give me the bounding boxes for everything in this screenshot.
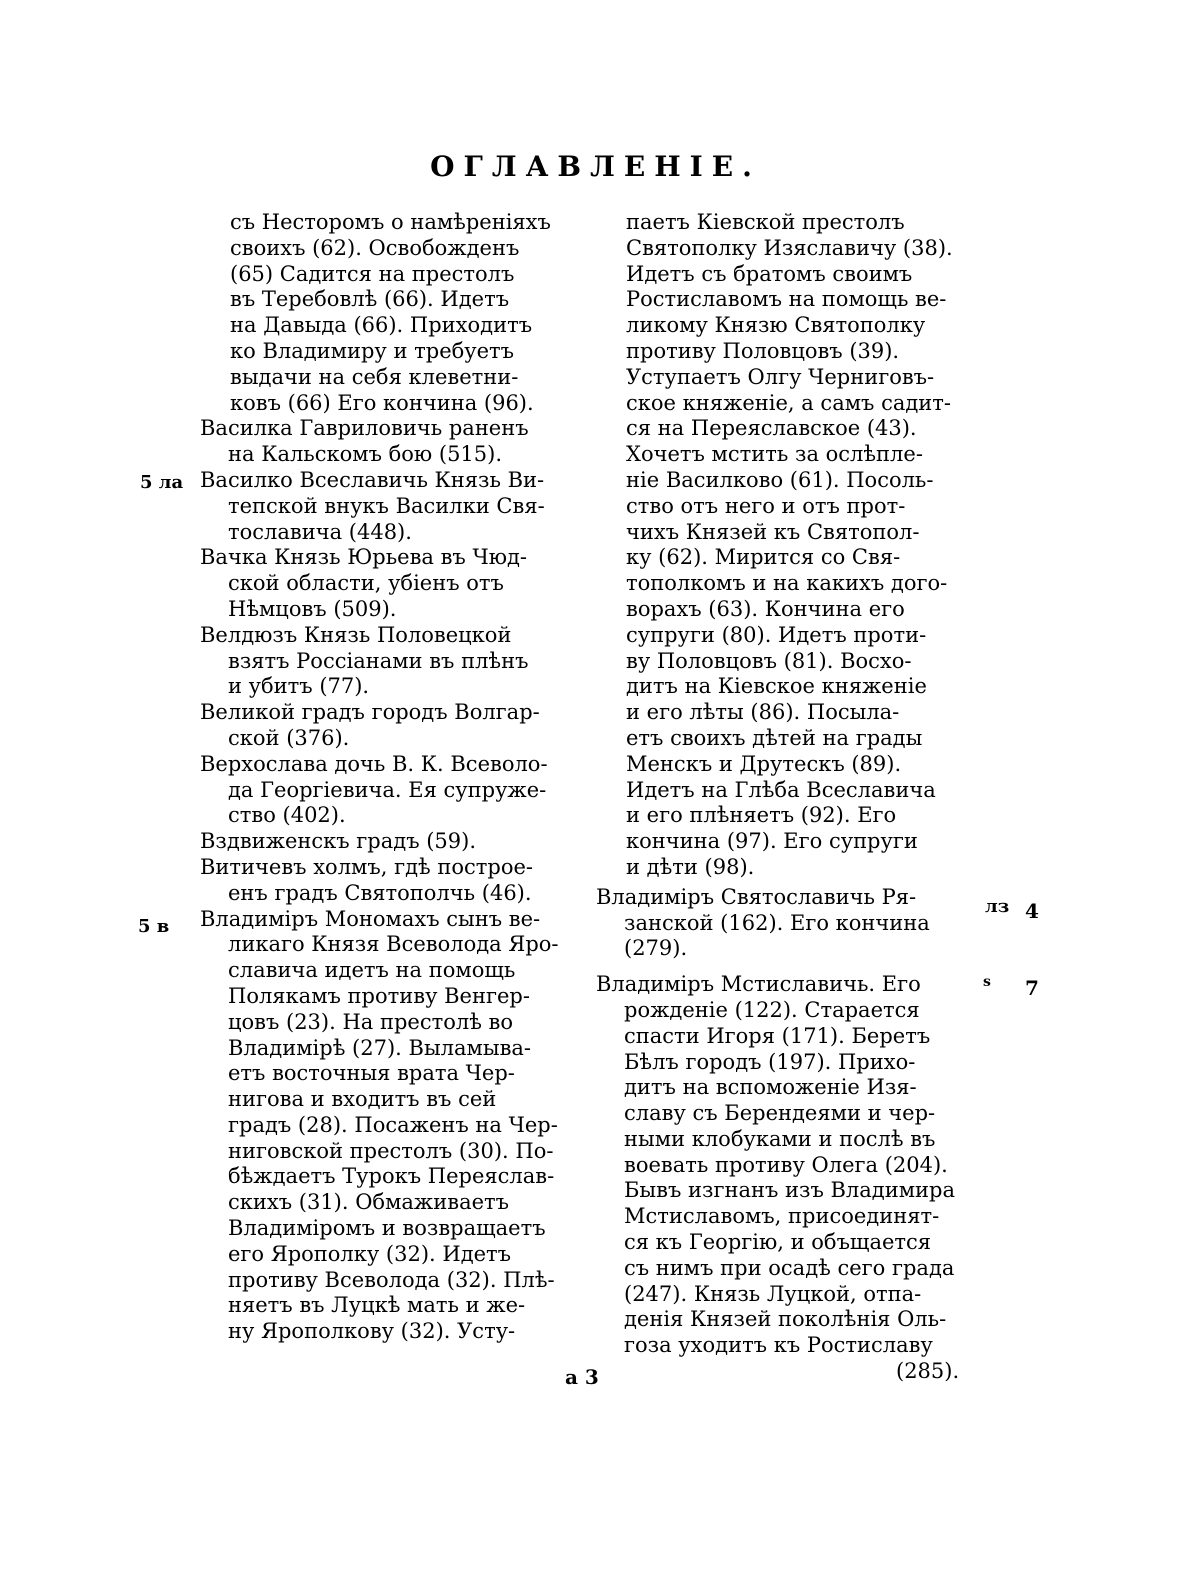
entry-line: ковъ (66) Его кончина (96). <box>230 390 534 415</box>
entry-line: Идетъ на Глѣба Всеславича <box>626 777 936 802</box>
margin-note: 5 в <box>138 916 170 937</box>
entry-line: Святополку Изяславичу (38). <box>626 235 953 260</box>
entry-line: Бѣлъ городъ (197). Прихо- <box>624 1049 916 1074</box>
entry-line: Владиміромъ и возвращаетъ <box>228 1216 546 1241</box>
entry-line: ское княженіе, а самъ садит- <box>626 390 952 415</box>
entry-line: тепской внукъ Василки Свя- <box>228 493 545 518</box>
entry-line: ликому Князю Святополку <box>626 313 926 338</box>
index-entry-veldyuz <box>200 623 570 700</box>
page-title: ОГЛАВЛЕНІЕ. <box>430 150 761 183</box>
entry-line: Владиміръ Мстиславичь. Его <box>596 972 921 997</box>
entry-line: няетъ въ Луцкѣ мать и же- <box>228 1293 526 1318</box>
entry-line: цовъ (23). На престолѣ во <box>228 1009 514 1034</box>
entry-line: славича идетъ на помощь <box>228 958 516 983</box>
entry-line: Витичевъ холмъ, гдѣ построе- <box>200 854 533 879</box>
entry-line: ворахъ (63). Кончина его <box>626 596 905 621</box>
entry-line: Великой градъ городъ Волгар- <box>200 700 540 725</box>
entry-line: тополкомъ и на какихъ дого- <box>626 571 948 596</box>
index-entry-verkhoslava <box>200 752 570 829</box>
index-entry-vladimir-svyatoslavich <box>596 885 984 962</box>
entry-line: Вачка Князь Юрьева въ Чюд- <box>200 545 527 570</box>
index-entry-vasilka-gavrilovich <box>200 416 570 468</box>
entry-line: Бывъ изгнанъ изъ Владимира <box>624 1178 956 1203</box>
index-entry-monomakh-cont <box>596 210 984 881</box>
entry-line: ну Ярополкову (32). Усту- <box>228 1319 516 1344</box>
entry-line: етъ восточныя врата Чер- <box>228 1061 515 1086</box>
entry-line: Владимірѣ (27). Выламыва- <box>228 1035 532 1060</box>
entry-line: ство (402). <box>228 803 346 828</box>
index-entry-vladimir-mstislavich <box>596 972 984 1385</box>
entry-line: ся къ Георгію, и объщается <box>624 1230 932 1255</box>
entry-line: и убитъ (77). <box>228 674 370 699</box>
entry-line: бѣждаетъ Турокъ Переяслав- <box>228 1164 555 1189</box>
entry-line: ство отъ него и отъ прот- <box>626 493 906 518</box>
entry-line: на Давыда (66). Приходитъ <box>230 313 533 338</box>
entry-line: Идетъ съ братомъ своимъ <box>626 261 913 286</box>
entry-line: ликаго Князя Всеволода Яро- <box>228 932 559 957</box>
index-entry-velikoi-grad <box>200 700 570 752</box>
entry-line: ными клобуками и послѣ въ <box>624 1126 936 1151</box>
entry-line: Верхослава дочь В. К. Всеволо- <box>200 751 548 776</box>
entry-line: Ростиславомъ на помощь ве- <box>626 287 947 312</box>
entry-line: и его лѣты (86). Посыла- <box>626 700 900 725</box>
entry-line: ской области, убіенъ отъ <box>228 571 504 596</box>
entry-line: Уступаетъ Олгу Черниговъ- <box>626 364 935 389</box>
entry-line: Владиміръ Мономахъ сынъ ве- <box>200 906 541 931</box>
margin-note: 5 ла <box>140 472 184 493</box>
entry-line: Василка Гавриловичь раненъ <box>200 416 529 441</box>
entry-line: и дѣти (98). <box>626 854 755 879</box>
entry-line: противу Половцовъ (39). <box>626 338 900 363</box>
entry-line: его Ярополку (32). Идетъ <box>228 1241 512 1266</box>
entry-line: да Георгіевича. Ея супруже- <box>228 777 547 802</box>
margin-note: лз <box>985 896 1010 917</box>
entry-line: спасти Игоря (171). Беретъ <box>624 1023 931 1048</box>
entry-line: Нѣмцовъ (509). <box>228 596 397 621</box>
margin-note: s <box>983 974 991 990</box>
entry-line: взятъ Россіанами въ плѣнъ <box>228 648 529 673</box>
entry-line: Вздвиженскъ градъ (59). <box>200 829 477 854</box>
entry-line: етъ своихъ дѣтей на грады <box>626 725 923 750</box>
entry-line: нигова и входитъ въ сей <box>228 1087 497 1112</box>
entry-line: дитъ на вспоможеніе Изя- <box>624 1075 917 1100</box>
entry-line: своихъ (62). Освобожденъ <box>230 235 520 260</box>
entry-line: выдачи на себя клеветни- <box>230 364 519 389</box>
signature-mark: а 3 <box>565 1365 599 1389</box>
entry-line: ся на Переяславское (43). <box>626 416 917 441</box>
index-entry-vasilko-cont <box>200 210 570 416</box>
entry-line: градъ (28). Посаженъ на Чер- <box>228 1112 558 1137</box>
entry-line: ніе Василково (61). Посоль- <box>626 467 934 492</box>
index-entry-vachka <box>200 545 570 622</box>
entry-line: ку (62). Мирится со Свя- <box>626 545 901 570</box>
entry-line: воевать противу Олега (204). <box>624 1152 948 1177</box>
entry-line: гоза уходитъ къ Ростиславу <box>624 1333 933 1358</box>
entry-line: (285). <box>896 1359 960 1384</box>
index-entry-vitichev <box>200 855 570 907</box>
entry-line: въ Теребовлѣ (66). Идетъ <box>230 287 510 312</box>
entry-line: Владиміръ Святославичь Ря- <box>596 884 917 909</box>
entry-line: Хочетъ мстить за ослѣпле- <box>626 442 923 467</box>
right-column <box>596 210 984 1385</box>
entry-line: денія Князей поколѣнія Оль- <box>624 1307 947 1332</box>
entry-line: ниговской престолъ (30). По- <box>228 1138 554 1163</box>
entry-line: рожденіе (122). Старается <box>624 997 920 1022</box>
entry-line: ву Половцовъ (81). Восхо- <box>626 648 912 673</box>
entry-line: Мстиславомъ, присоединят- <box>624 1204 940 1229</box>
entry-line: противу Всеволода (32). Плѣ- <box>228 1267 555 1292</box>
entry-line: съ нимъ при осадѣ сего града <box>624 1255 955 1280</box>
entry-line: съ Несторомъ о намѣреніяхъ <box>230 210 551 234</box>
entry-line: скихъ (31). Обмаживаетъ <box>228 1190 509 1215</box>
entry-line: дитъ на Кіевское княженіе <box>626 674 927 699</box>
entry-line: ко Владимиру и требуетъ <box>230 338 515 363</box>
entry-line: Полякамъ противу Венгер- <box>228 983 530 1008</box>
entry-line: на Кальскомъ бою (515). <box>228 442 503 467</box>
index-entry-vasilko-vseslavich <box>200 468 570 545</box>
entry-line: енъ градъ Святополчь (46). <box>228 880 532 905</box>
entry-line: Велдюзъ Князь Половецкой <box>200 622 512 647</box>
margin-note: 4 <box>1025 899 1039 923</box>
entry-line: кончина (97). Его супруги <box>626 829 918 854</box>
index-entry-vladimir-monomakh <box>200 907 570 1346</box>
entry-line: (65) Садится на престолъ <box>230 261 515 286</box>
entry-line: Василко Всеславичь Князь Ви- <box>200 467 545 492</box>
entry-line: чихъ Князей къ Святопол- <box>626 519 920 544</box>
entry-line: (279). <box>624 936 688 961</box>
entry-line: Менскъ и Друтескъ (89). <box>626 751 902 776</box>
entry-line: занской (162). Его кончина <box>624 910 930 935</box>
entry-line: ской (376). <box>228 725 350 750</box>
left-column <box>200 210 570 1345</box>
entry-line: славу съ Берендеями и чер- <box>624 1101 936 1126</box>
margin-note: 7 <box>1025 976 1039 1000</box>
entry-line: (247). Князь Луцкой, отпа- <box>624 1281 922 1306</box>
entry-line: и его плѣняетъ (92). Его <box>626 803 897 828</box>
entry-line: тославича (448). <box>228 519 412 544</box>
entry-line: супруги (80). Идетъ проти- <box>626 622 927 647</box>
entry-line: паетъ Кіевской престолъ <box>626 210 905 234</box>
index-entry-vzdvizhensk <box>200 829 570 855</box>
